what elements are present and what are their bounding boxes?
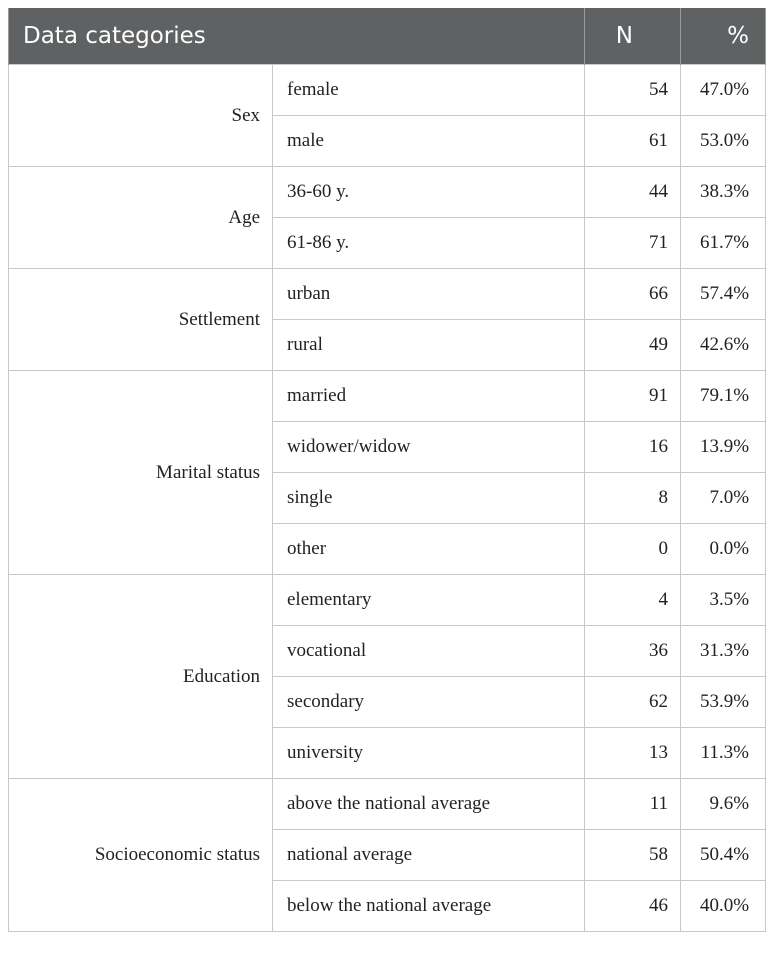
category-label: Marital status xyxy=(9,371,273,575)
count-cell: 4 xyxy=(585,575,681,626)
table-row xyxy=(9,269,766,320)
subcategory-cell: male xyxy=(273,116,585,167)
header-data-categories: Data categories xyxy=(9,8,585,65)
demographics-table xyxy=(8,8,766,932)
header-percent: % xyxy=(681,8,766,65)
header-row xyxy=(9,8,766,65)
table-body xyxy=(9,65,766,932)
category-label: Settlement xyxy=(9,269,273,371)
subcategory-cell: university xyxy=(273,728,585,779)
subcategory-cell: below the national average xyxy=(273,881,585,932)
count-cell: 0 xyxy=(585,524,681,575)
percent-cell: 53.0% xyxy=(681,116,766,167)
percent-cell: 3.5% xyxy=(681,575,766,626)
subcategory-cell: national average xyxy=(273,830,585,881)
percent-cell: 9.6% xyxy=(681,779,766,830)
category-label: Age xyxy=(9,167,273,269)
count-cell: 91 xyxy=(585,371,681,422)
subcategory-cell: urban xyxy=(273,269,585,320)
count-cell: 71 xyxy=(585,218,681,269)
percent-cell: 47.0% xyxy=(681,65,766,116)
percent-cell: 31.3% xyxy=(681,626,766,677)
count-cell: 62 xyxy=(585,677,681,728)
subcategory-cell: 36-60 y. xyxy=(273,167,585,218)
subcategory-cell: secondary xyxy=(273,677,585,728)
percent-cell: 13.9% xyxy=(681,422,766,473)
percent-cell: 7.0% xyxy=(681,473,766,524)
percent-cell: 38.3% xyxy=(681,167,766,218)
category-label: Socioeconomic status xyxy=(9,779,273,932)
category-label: Education xyxy=(9,575,273,779)
table-row xyxy=(9,779,766,830)
subcategory-cell: widower/widow xyxy=(273,422,585,473)
count-cell: 66 xyxy=(585,269,681,320)
count-cell: 16 xyxy=(585,422,681,473)
count-cell: 61 xyxy=(585,116,681,167)
percent-cell: 42.6% xyxy=(681,320,766,371)
subcategory-cell: female xyxy=(273,65,585,116)
count-cell: 49 xyxy=(585,320,681,371)
percent-cell: 11.3% xyxy=(681,728,766,779)
subcategory-cell: 61-86 y. xyxy=(273,218,585,269)
subcategory-cell: rural xyxy=(273,320,585,371)
subcategory-cell: other xyxy=(273,524,585,575)
table-row xyxy=(9,167,766,218)
count-cell: 13 xyxy=(585,728,681,779)
percent-cell: 40.0% xyxy=(681,881,766,932)
percent-cell: 53.9% xyxy=(681,677,766,728)
percent-cell: 61.7% xyxy=(681,218,766,269)
subcategory-cell: elementary xyxy=(273,575,585,626)
percent-cell: 79.1% xyxy=(681,371,766,422)
subcategory-cell: married xyxy=(273,371,585,422)
percent-cell: 50.4% xyxy=(681,830,766,881)
subcategory-cell: single xyxy=(273,473,585,524)
count-cell: 46 xyxy=(585,881,681,932)
table-header xyxy=(9,8,766,65)
count-cell: 54 xyxy=(585,65,681,116)
header-n: N xyxy=(585,8,681,65)
count-cell: 8 xyxy=(585,473,681,524)
count-cell: 58 xyxy=(585,830,681,881)
table-row xyxy=(9,371,766,422)
table-row xyxy=(9,65,766,116)
count-cell: 36 xyxy=(585,626,681,677)
count-cell: 44 xyxy=(585,167,681,218)
subcategory-cell: above the national average xyxy=(273,779,585,830)
category-label: Sex xyxy=(9,65,273,167)
table-row xyxy=(9,575,766,626)
percent-cell: 57.4% xyxy=(681,269,766,320)
percent-cell: 0.0% xyxy=(681,524,766,575)
subcategory-cell: vocational xyxy=(273,626,585,677)
count-cell: 11 xyxy=(585,779,681,830)
